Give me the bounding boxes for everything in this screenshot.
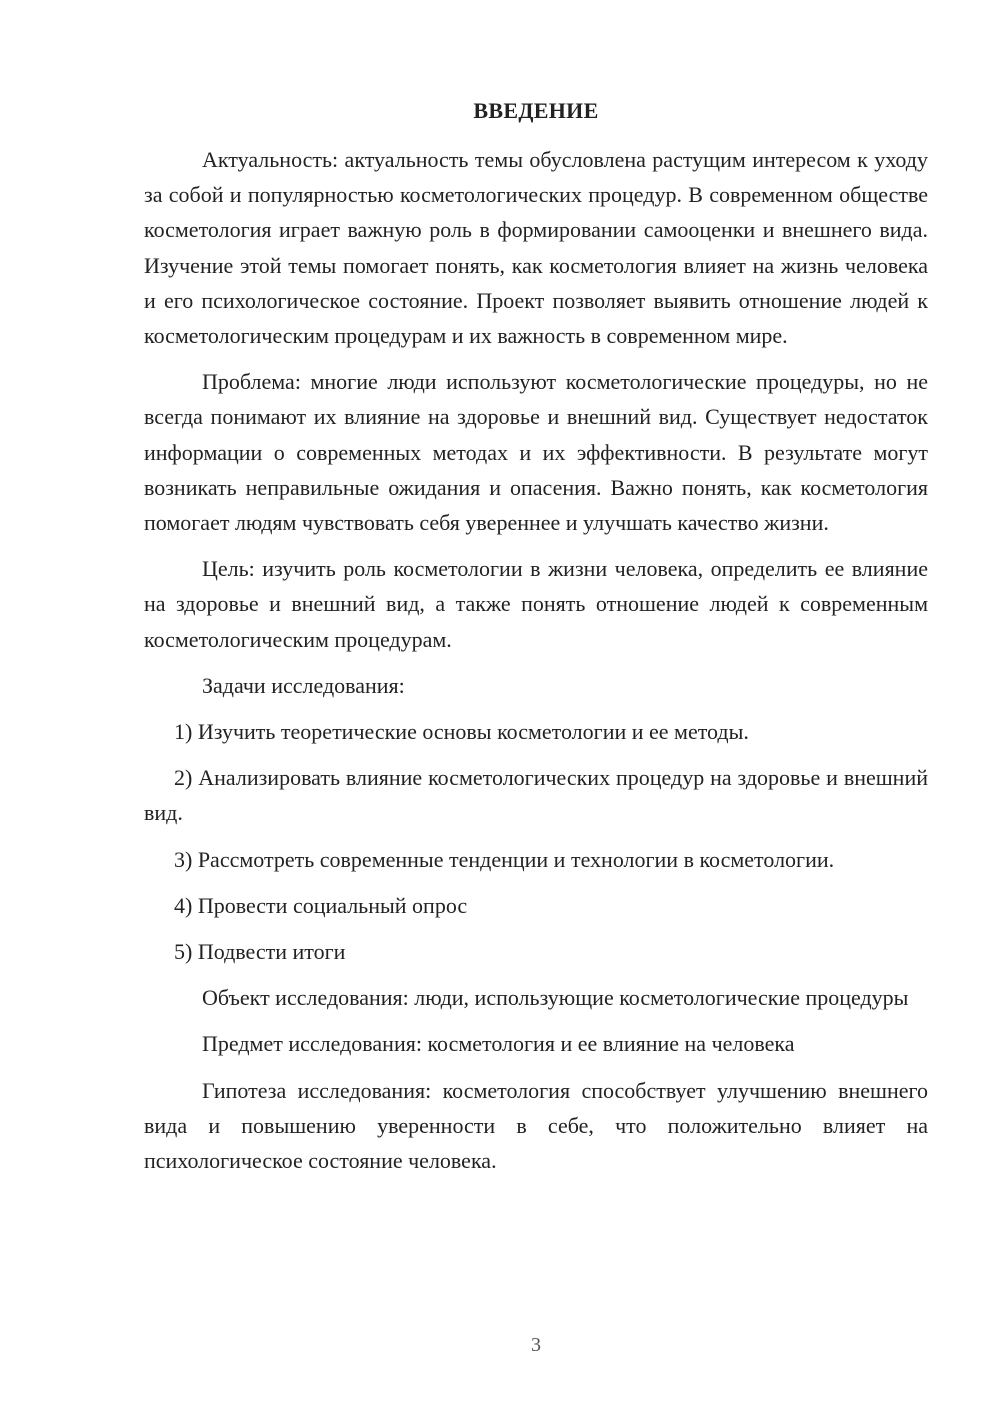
task-item-4: 4) Провести социальный опрос xyxy=(174,892,468,918)
section-heading: ВВЕДЕНИЕ xyxy=(473,98,599,123)
hypothesis-paragraph: Гипотеза исследования: косметология способствует улучшению внешнего вида и повышению уверенности в себе, что положительно влияет на психологическое состояние человека. xyxy=(144,1077,928,1174)
goal-paragraph: Цель: изучить роль косметологии в жизни человека, определить ее влияние на здоровье и внешний вид, а также понять отношение людей к современным косметологическим процедурам. xyxy=(144,556,928,652)
subject-paragraph: Предмет исследования: косметология и ее влияние на человека xyxy=(202,1031,795,1057)
task-item-5: 5) Подвести итоги xyxy=(174,939,346,965)
task-item-1: 1) Изучить теоретические основы косметологии и ее методы. xyxy=(174,719,749,745)
relevance-paragraph: Актуальность: актуальность темы обусловлена растущим интересом к уходу за собой и популярностью косметологических процедур. В современном обществе косметология играет важную роль в формировании самооценки и внешнего вида. Изучение этой темы помогает понять, как косметология влияет на жизнь человека и его психологическое состояние. Проект позволяет выявить отношение людей к косметологическим процедурам и их важность в современном мире. xyxy=(144,147,928,349)
task-item-3: 3) Рассмотреть современные тенденции и технологии в косметологии. xyxy=(174,846,835,872)
task-item-2: 2) Анализировать влияние косметологических процедур на здоровье и внешний вид. xyxy=(144,765,928,826)
object-paragraph: Объект исследования: люди, использующие косметологические процедуры xyxy=(202,985,909,1011)
page-number: 3 xyxy=(531,1334,541,1356)
document-body xyxy=(144,142,928,1189)
problem-paragraph: Проблема: многие люди используют косметологические процедуры, но не всегда понимают их влияние на здоровье и внешний вид. Существует недостаток информации о современных методах и их эффективности. В результате могут возникать неправильные ожидания и опасения. Важно понять, как косметология помогает людям чувствовать себя увереннее и улучшать качество жизни. xyxy=(144,369,928,536)
tasks-heading: Задачи исследования: xyxy=(202,672,405,698)
